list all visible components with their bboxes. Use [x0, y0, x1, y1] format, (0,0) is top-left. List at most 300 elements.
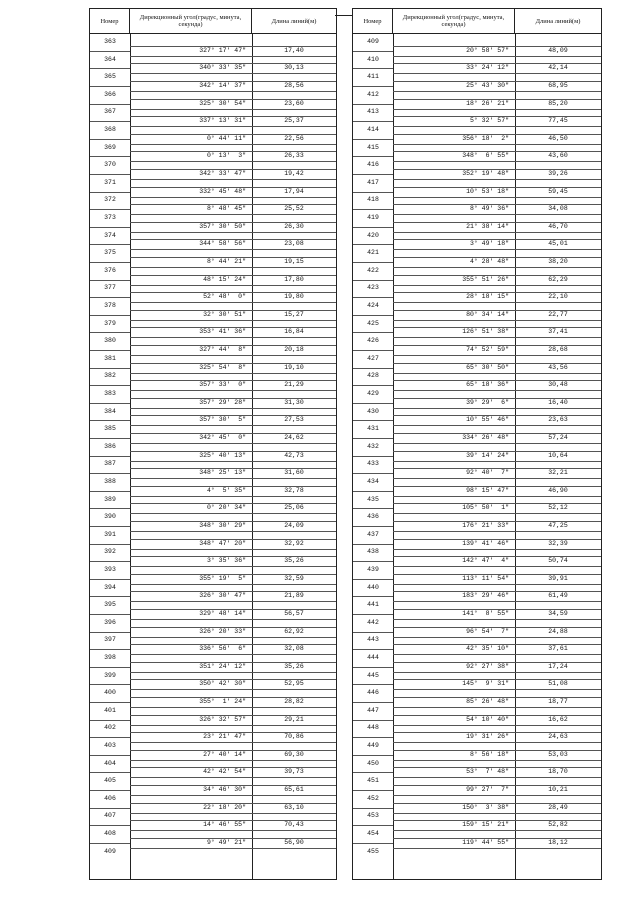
cell-border [130, 310, 252, 311]
cell-border [130, 785, 252, 786]
direction-angle: 183° 29' 46" [462, 592, 509, 600]
point-number: 444 [367, 654, 379, 661]
direction-angle: 23° 21' 47" [203, 733, 246, 741]
line-length: 65,61 [284, 786, 304, 793]
point-number: 373 [104, 214, 116, 221]
row-divider [353, 649, 393, 650]
point-number: 378 [104, 302, 116, 309]
cell-border [393, 73, 515, 74]
point-number: 436 [367, 513, 379, 521]
direction-angle: 348° 6' 55" [462, 152, 509, 160]
cell-border [393, 574, 515, 575]
cell-border [515, 848, 601, 849]
point-number: 384 [104, 407, 116, 415]
cell-border [393, 584, 515, 585]
direction-angle: 337° 13' 31" [199, 117, 246, 125]
cell-border [130, 654, 252, 655]
direction-angle: 325° 30' 54" [199, 99, 246, 107]
point-number: 445 [367, 671, 379, 679]
cell-border [252, 161, 336, 162]
point-number: 415 [367, 143, 379, 151]
row-divider [353, 227, 393, 228]
point-number: 416 [367, 161, 379, 169]
cell-border [515, 355, 601, 356]
direction-angle: 34° 46' 30" [203, 786, 246, 793]
line-length: 24,88 [548, 627, 568, 635]
direction-angle: 325° 54' 8" [199, 363, 246, 371]
cell-border [130, 820, 252, 821]
line-length: 46,90 [548, 486, 568, 494]
line-length: 45,01 [548, 240, 568, 248]
cell-border [393, 591, 515, 592]
cell-border [393, 169, 515, 170]
cell-border [393, 813, 515, 814]
separator-line [335, 15, 352, 16]
line-length: 27,53 [284, 416, 304, 424]
cell-border [252, 654, 336, 655]
cell-border [130, 813, 252, 814]
cell-border [393, 697, 515, 698]
cell-border [393, 302, 515, 303]
cell-border [515, 830, 601, 831]
table-header [353, 9, 601, 34]
point-number: 430 [367, 407, 379, 415]
direction-angle: 351° 24' 12" [199, 662, 246, 670]
row-divider [353, 491, 393, 492]
cell-border [393, 56, 515, 57]
cell-border [130, 848, 252, 849]
cell-border [393, 257, 515, 258]
cell-border [130, 496, 252, 497]
row-divider [90, 702, 130, 703]
cell-border [130, 539, 252, 540]
line-length: 39,26 [548, 170, 568, 177]
angle-column [130, 34, 253, 879]
cell-border [130, 697, 252, 698]
cell-border [515, 777, 601, 778]
direction-angle: 326° 30' 47" [199, 592, 246, 600]
length-column [252, 34, 336, 879]
cell-border [393, 63, 515, 64]
cell-border [130, 760, 252, 761]
cell-border [393, 327, 515, 328]
cell-border [515, 425, 601, 426]
point-number: 448 [367, 724, 379, 732]
line-length: 24,09 [284, 522, 304, 529]
point-number: 414 [367, 126, 379, 133]
cell-border [130, 478, 252, 479]
line-length: 10,21 [548, 786, 568, 793]
cell-border [393, 161, 515, 162]
line-length: 56,57 [284, 610, 304, 617]
direction-angle: 357° 30' 5" [199, 416, 246, 424]
cell-border [130, 521, 252, 522]
direction-angle: 141° 8' 55" [462, 610, 509, 617]
cell-border [393, 232, 515, 233]
direction-angle: 19° 31' 26" [466, 733, 509, 741]
point-number: 381 [104, 354, 116, 362]
line-length: 21,29 [284, 381, 304, 389]
point-number: 450 [367, 759, 379, 767]
point-number: 441 [367, 601, 379, 609]
cell-border [393, 275, 515, 276]
cell-border [515, 390, 601, 391]
cell-border [515, 302, 601, 303]
line-length: 50,74 [548, 557, 568, 565]
line-length: 18,12 [548, 838, 568, 846]
cell-border [393, 785, 515, 786]
row-divider [90, 227, 130, 228]
cell-border [393, 609, 515, 610]
cell-border [130, 750, 252, 751]
line-length: 15,27 [284, 310, 304, 318]
cell-border [393, 126, 515, 127]
point-number: 411 [367, 73, 379, 81]
cell-border [130, 109, 252, 110]
cell-border [393, 46, 515, 47]
direction-angle: 348° 25' 13" [199, 469, 246, 477]
header-number: Номер [90, 9, 130, 33]
direction-angle: 32° 30' 51" [203, 310, 246, 318]
cell-border [130, 249, 252, 250]
line-length: 22,77 [548, 310, 568, 318]
cell-border [130, 337, 252, 338]
cell-border [252, 549, 336, 550]
cell-border [130, 363, 252, 364]
cell-border [130, 267, 252, 268]
direction-angle: 42° 35' 10" [466, 645, 509, 653]
row-divider [90, 684, 130, 685]
point-number: 417 [367, 178, 379, 186]
point-number: 385 [104, 425, 116, 433]
line-length: 24,62 [284, 434, 304, 441]
point-number: 376 [104, 266, 116, 274]
cell-border [130, 725, 252, 726]
point-number: 439 [367, 566, 379, 573]
cell-border [252, 637, 336, 638]
cell-border [130, 637, 252, 638]
cell-border [130, 461, 252, 462]
cell-border [515, 496, 601, 497]
cell-border [130, 742, 252, 743]
cell-border [393, 627, 515, 628]
direction-angle: 96° 54' 7" [466, 627, 509, 635]
row-divider [90, 262, 130, 263]
cell-border [393, 81, 515, 82]
point-number: 377 [104, 284, 116, 292]
row-divider [353, 596, 393, 597]
cell-border [130, 161, 252, 162]
direction-angle: 4° 28' 48" [469, 258, 509, 265]
cell-border [515, 742, 601, 743]
cell-border [130, 672, 252, 673]
point-number: 363 [104, 38, 116, 45]
cell-border [393, 197, 515, 198]
direction-angle: 3° 35' 36" [206, 557, 246, 565]
direction-angle: 336° 56' 6" [199, 645, 246, 653]
point-number: 399 [104, 671, 116, 679]
cell-border [130, 707, 252, 708]
point-number: 375 [104, 249, 116, 257]
point-number: 369 [104, 143, 116, 151]
direction-angle: 342° 45' 0" [199, 434, 246, 441]
cell-border [393, 725, 515, 726]
cell-border [393, 415, 515, 416]
row-divider [90, 350, 130, 351]
cell-border [252, 390, 336, 391]
cell-border [252, 56, 336, 57]
direction-angle: 357° 30' 50" [199, 222, 246, 230]
row-divider [90, 632, 130, 633]
cell-border [393, 707, 515, 708]
row-divider [90, 139, 130, 140]
line-length: 69,30 [284, 750, 304, 758]
cell-border [393, 214, 515, 215]
row-divider [353, 156, 393, 157]
cell-border [393, 486, 515, 487]
point-number: 454 [367, 830, 379, 837]
row-divider [353, 632, 393, 633]
direction-angle: 105° 50' 1" [462, 504, 509, 512]
row-divider [90, 403, 130, 404]
cell-border [252, 760, 336, 761]
cell-border [130, 689, 252, 690]
line-length: 29,21 [284, 715, 304, 723]
line-length: 39,73 [284, 768, 304, 776]
point-number: 424 [367, 302, 379, 309]
direction-angle: 348° 30' 29" [199, 522, 246, 529]
direction-angle: 334° 26' 48" [462, 434, 509, 441]
cell-border [393, 513, 515, 514]
cell-border [393, 310, 515, 311]
line-length: 30,13 [284, 64, 304, 72]
line-length: 46,70 [548, 222, 568, 230]
cell-border [130, 486, 252, 487]
row-divider [90, 526, 130, 527]
row-divider [353, 68, 393, 69]
line-length: 32,78 [284, 486, 304, 494]
cell-border [252, 320, 336, 321]
line-length: 22,56 [284, 134, 304, 142]
line-length: 35,26 [284, 557, 304, 565]
left-table [89, 8, 337, 880]
cell-border [130, 503, 252, 504]
cell-border [130, 275, 252, 276]
direction-angle: 3° 49' 18" [469, 240, 509, 248]
cell-border [252, 689, 336, 690]
direction-angle: 5° 32' 57" [469, 117, 509, 125]
point-number: 370 [104, 161, 116, 169]
cell-border [130, 204, 252, 205]
direction-angle: 8° 48' 45" [206, 205, 246, 213]
row-divider [353, 544, 393, 545]
cell-border [393, 408, 515, 409]
line-length: 28,82 [284, 698, 304, 705]
row-divider [90, 843, 130, 844]
point-number: 451 [367, 777, 379, 785]
line-length: 28,68 [548, 346, 568, 353]
cell-border [393, 179, 515, 180]
cell-border [393, 461, 515, 462]
cell-border [252, 848, 336, 849]
line-length: 85,20 [548, 99, 568, 107]
line-length: 31,60 [284, 469, 304, 477]
cell-border [393, 144, 515, 145]
cell-border [130, 408, 252, 409]
cell-border [393, 239, 515, 240]
point-number: 433 [367, 460, 379, 468]
direction-angle: 92° 27' 38" [466, 662, 509, 670]
cell-border [130, 134, 252, 135]
cell-border [393, 848, 515, 849]
line-length: 52,12 [548, 504, 568, 512]
line-length: 37,61 [548, 645, 568, 653]
direction-angle: 92° 40' 7" [466, 469, 509, 477]
cell-border [130, 151, 252, 152]
line-length: 42,73 [284, 451, 304, 459]
cell-border [393, 556, 515, 557]
table-body [90, 34, 336, 879]
direction-angle: 8° 49' 36" [469, 205, 509, 213]
row-divider [90, 737, 130, 738]
point-number: 410 [367, 55, 379, 63]
point-number: 364 [104, 55, 116, 63]
cell-border [515, 144, 601, 145]
cell-border [252, 725, 336, 726]
line-length: 51,08 [548, 680, 568, 688]
direction-angle: 74° 52' 59" [466, 346, 509, 353]
cell-border [130, 838, 252, 839]
row-divider [353, 403, 393, 404]
row-divider [353, 51, 393, 52]
row-divider [90, 808, 130, 809]
direction-angle: 357° 29' 28" [199, 398, 246, 406]
direction-angle: 8° 56' 18" [469, 750, 509, 758]
point-number: 409 [104, 847, 116, 855]
cell-border [252, 373, 336, 374]
line-length: 24,63 [548, 733, 568, 741]
line-length: 31,30 [284, 398, 304, 406]
cell-border [515, 109, 601, 110]
cell-border [252, 566, 336, 567]
cell-border [515, 707, 601, 708]
direction-angle: 25° 43' 30" [466, 82, 509, 89]
cell-border [130, 715, 252, 716]
cell-border [393, 503, 515, 504]
cell-border [393, 601, 515, 602]
direction-angle: 27° 40' 14" [203, 750, 246, 758]
point-number: 383 [104, 390, 116, 397]
line-length: 19,15 [284, 258, 304, 265]
cell-border [393, 777, 515, 778]
line-length: 34,59 [548, 610, 568, 617]
line-length: 56,90 [284, 838, 304, 846]
cell-border [130, 601, 252, 602]
row-divider [90, 156, 130, 157]
direction-angle: 142° 47' 4" [462, 557, 509, 565]
row-divider [353, 772, 393, 773]
cell-border [515, 91, 601, 92]
direction-angle: 159° 15' 21" [462, 821, 509, 829]
cell-border [252, 531, 336, 532]
cell-border [252, 302, 336, 303]
direction-angle: 18° 26' 21" [466, 99, 509, 107]
cell-border [130, 373, 252, 374]
direction-angle: 329° 48' 14" [199, 610, 246, 617]
row-divider [353, 825, 393, 826]
cell-border [393, 742, 515, 743]
point-number: 435 [367, 495, 379, 503]
line-length: 62,29 [548, 275, 568, 283]
direction-angle: 0° 44' 11" [206, 134, 246, 142]
line-length: 25,52 [284, 205, 304, 213]
cell-border [515, 584, 601, 585]
cell-border [130, 99, 252, 100]
line-length: 16,84 [284, 328, 304, 336]
cell-border [130, 116, 252, 117]
line-length: 16,40 [548, 398, 568, 406]
row-divider [90, 315, 130, 316]
cell-border [130, 91, 252, 92]
cell-border [130, 415, 252, 416]
point-number: 368 [104, 126, 116, 133]
row-divider [90, 649, 130, 650]
cell-border [252, 601, 336, 602]
cell-border [393, 468, 515, 469]
point-number: 400 [104, 689, 116, 697]
cell-border [252, 249, 336, 250]
line-length: 48,09 [548, 46, 568, 54]
cell-border [252, 513, 336, 514]
cell-border [515, 179, 601, 180]
point-number: 401 [104, 706, 116, 714]
line-length: 28,49 [548, 803, 568, 811]
point-number: 453 [367, 812, 379, 820]
line-length: 43,56 [548, 363, 568, 371]
direction-angle: 353° 41' 36" [199, 328, 246, 336]
line-length: 20,18 [284, 346, 304, 353]
row-divider [90, 544, 130, 545]
point-number: 392 [104, 548, 116, 556]
header-length: Длина линий(м) [535, 17, 581, 25]
cell-border [393, 373, 515, 374]
cell-border [393, 91, 515, 92]
cell-border [252, 126, 336, 127]
row-divider [90, 297, 130, 298]
point-number: 372 [104, 196, 116, 204]
line-length: 77,45 [548, 117, 568, 125]
direction-angle: 54° 10' 40" [466, 715, 509, 723]
direction-angle: 356° 18' 2" [462, 134, 509, 142]
direction-angle: 150° 3' 38" [462, 803, 509, 811]
point-number: 382 [104, 372, 116, 380]
cell-border [130, 767, 252, 768]
row-divider [353, 456, 393, 457]
direction-angle: 355° 1' 24" [199, 698, 246, 705]
row-divider [353, 192, 393, 193]
row-divider [353, 790, 393, 791]
cell-border [393, 767, 515, 768]
row-divider [90, 667, 130, 668]
row-divider [90, 790, 130, 791]
point-number: 394 [104, 583, 116, 591]
cell-border [130, 566, 252, 567]
cell-border [130, 619, 252, 620]
row-divider [90, 192, 130, 193]
cell-border [515, 373, 601, 374]
cell-border [515, 73, 601, 74]
line-length: 25,37 [284, 117, 304, 125]
